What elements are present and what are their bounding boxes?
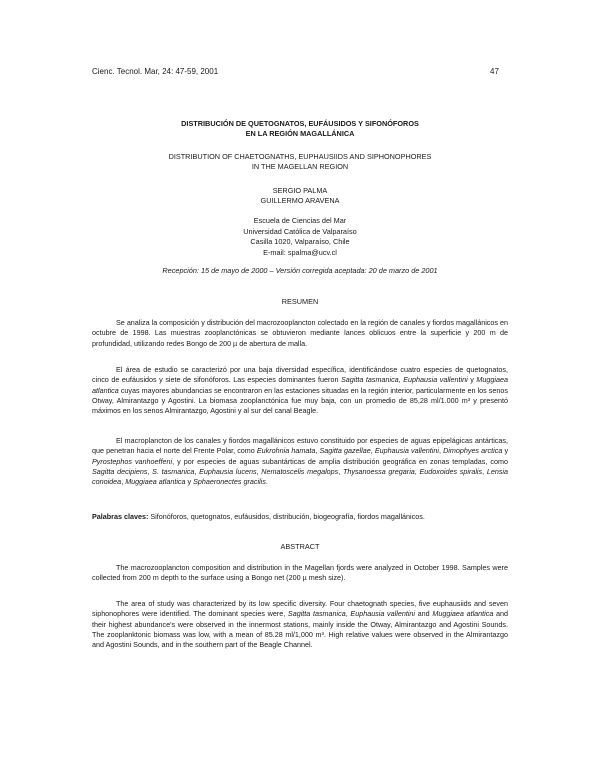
text-run: y [185, 477, 194, 487]
text-run: y [467, 375, 477, 385]
text-run: El área de estudio se caracterizó por una baja diversidad específica, identificándose cuatro especies de quetognatos, cinco de eufáusidos y siete de sifonóforos. Las especies dominantes fueron [92, 365, 508, 385]
keywords-text: Sifonóforos, quetognatos, eufáusidos, distribución, biogeografía, fiordos magallánicos. [148, 512, 425, 521]
text-run: , [398, 375, 404, 385]
species-name: Pyrostephos vanhoeffeni [92, 456, 173, 466]
title-english-line2: IN THE MAGELLAN REGION [251, 162, 349, 171]
species-name: Lensia conoidea [92, 466, 509, 487]
resumen-paragraph-1: Se analiza la composición y distribución del macrozooplancton colectado en la región de canales y fiordos magallánicos en octubre de 1998. Las muestras zooplanctónicas se obtuvieron mediante lances oblicuos entre la superficie y 200 m de profundidad, utilizando redes Bongo de 200 µ de abertura de malla. [92, 318, 508, 348]
text-run: and [415, 609, 433, 619]
species-name: Eudoxoides spiralis [419, 466, 483, 476]
affiliation-email: E-mail: spalma@ucv.cl [263, 247, 337, 257]
text-run: , [338, 466, 343, 476]
resumen-paragraph-3 [92, 436, 508, 487]
species-name: S. tasmanica [152, 466, 195, 476]
text-run: , y por especies de aguas subantárticas de amplia distribución geográfica en zonas templadas, como [172, 456, 508, 466]
species-name: Sagitta decipiens [92, 466, 148, 476]
text-run: cuyas mayores abundancias se encontraron en las estaciones situadas en la región interior, particularmente en los senos Otway, Almirantazgo y Agostini. La biomasa zooplanctónica fue muy baja, con un promedio de 85,28 ml/1.000 m³ y presentó máximos en los senos Almirantazgo, Agostini y al sur del canal Beagle. [92, 385, 508, 416]
species-name: Muggiaea atlantica [125, 477, 186, 487]
species-name: Euphausia vallentini [374, 446, 439, 456]
species-name: Dimophyes arctica [443, 446, 503, 456]
author-2: GUILLERMO ARAVENA [260, 196, 340, 205]
species-name: Sagitta tasmanica [287, 609, 346, 619]
keywords-label: Palabras claves: [92, 512, 149, 521]
journal-citation: Cienc. Tecnol. Mar, 24: 47-59, 2001 [92, 67, 219, 76]
resumen-heading: RESUMEN [281, 297, 319, 306]
text-run: y [502, 446, 509, 456]
text-run: and their highest abundance's were observed in the innermost stations, mainly inside the Otway, Almirantazgo and Agostini Sounds. The zooplanktonic biomass was low, with a mean of 85.28 ml/1,000 m³. High relative values were observed in the Almirantazgo and Agostini Sounds, and in the southern part of the Beagle Channel. [92, 609, 509, 650]
species-name: Euphausia vallentini [350, 609, 416, 619]
species-name: Muggiaea atlantica [432, 609, 494, 619]
text-run: , [121, 477, 126, 487]
affiliation-address: Casilla 1020, Valparaíso, Chile [250, 237, 350, 246]
text-run: The area of study was characterized by its low specific diversity. Four chaetognath species, five euphausiids and seven siphonophores were identified. The dominant species were, [92, 599, 508, 619]
text-run: , [256, 466, 262, 476]
abstract-paragraph-2 [92, 599, 508, 650]
text-run: , [414, 466, 420, 476]
species-name: Euphausia lucens [199, 466, 257, 476]
title-spanish-line2: EN LA REGIÓN MAGALLÁNICA [245, 129, 355, 138]
title-english [92, 152, 508, 172]
abstract-paragraph-1: The macrozooplancton composition and distribution in the Magellan fjords were analyzed in October 1998. Samples were collected from 200 m depth to the surface using a Bongo net (200 µ mesh size). [92, 563, 508, 583]
keywords [92, 512, 508, 522]
title-english-line1: DISTRIBUTION OF CHAETOGNATHS, EUPHAUSIIDS AND SIPHONOPHORES [168, 152, 432, 161]
affiliation-block [92, 216, 508, 258]
species-name: Sagitta tasmanica [340, 375, 399, 385]
page-number: 47 [490, 67, 499, 76]
species-name: Muggiaea atlantica [92, 375, 508, 395]
affiliation-university: Universidad Católica de Valparaíso [243, 226, 357, 236]
species-name: Sphaeronectes gracilis [193, 477, 266, 487]
text-run: , [194, 466, 200, 476]
text-run: , [315, 446, 320, 456]
text-run: , [482, 466, 487, 476]
received-dates: Recepción: 15 de mayo de 2000 – Versión corregida aceptada: 20 de marzo de 2001 [162, 266, 438, 275]
text-run: , [370, 446, 375, 456]
affiliation-school: Escuela de Ciencias del Mar [253, 216, 347, 225]
text-run: , [438, 446, 444, 456]
text-run: El macroplancton de los canales y fiordos magallánicos estuvo constituido por especies de aguas epipelágicas antárticas, que penetran hacia el norte del Frente Polar, como [92, 436, 508, 456]
species-name: Sagitta gazellae [319, 446, 371, 456]
title-spanish [92, 119, 508, 139]
abstract-heading: ABSTRACT [280, 542, 320, 551]
text-run: . [265, 477, 268, 487]
species-name: Euphausia vallentini [403, 375, 468, 385]
species-name: Thysanoessa gregaria [342, 466, 415, 476]
resumen-paragraph-2 [92, 365, 508, 416]
species-name: Eukrohnia hamata [256, 446, 316, 456]
author-1: SERGIO PALMA [272, 186, 328, 195]
text-run: , [147, 466, 153, 476]
species-name: Nematoscelis megalops [261, 466, 339, 476]
title-spanish-line1: DISTRIBUCIÓN DE QUETOGNATOS, EUFÁUSIDOS Y SIFONÓFOROS [181, 119, 419, 128]
text-run: , [345, 609, 351, 619]
